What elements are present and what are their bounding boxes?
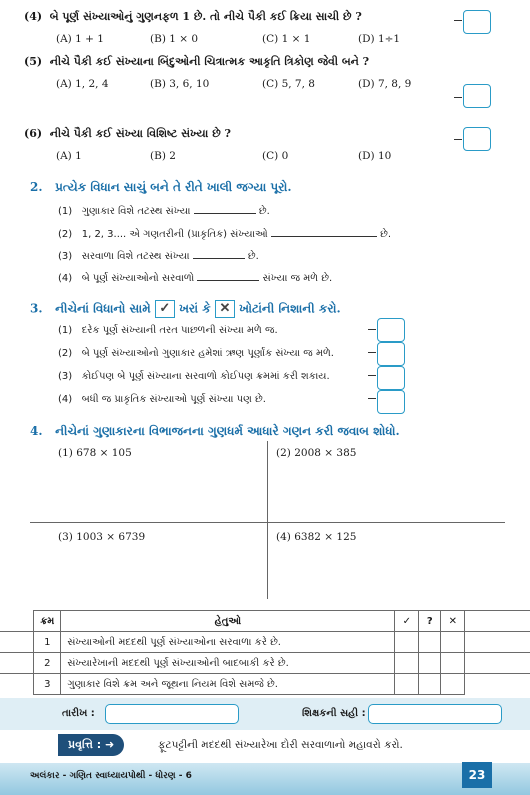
answer-box-tf2[interactable]: [377, 342, 405, 366]
answer-box-tf3[interactable]: [377, 366, 405, 390]
answer-box-q5[interactable]: [463, 84, 491, 108]
fill-blank-2: [58, 229, 391, 240]
option-a: (A) 1: [56, 150, 82, 162]
item-number: (4): [58, 394, 73, 405]
blank-line[interactable]: [193, 258, 245, 259]
cross-icon: ✕: [441, 611, 465, 632]
option-d: (D) 1÷1: [358, 33, 401, 45]
problem-4: (4) 6382 × 125: [276, 531, 357, 543]
answer-box-q4[interactable]: [463, 10, 491, 34]
table-spacer: [0, 653, 34, 674]
arrow-right-icon: ➜: [104, 738, 115, 751]
item-number: (4): [58, 273, 73, 284]
table-row: [0, 674, 530, 695]
activity-label-text: પ્રવૃત્તિ :: [68, 738, 102, 751]
row-number: 3: [34, 674, 61, 695]
option-b: (B) 3, 6, 10: [150, 78, 210, 90]
row-number: 1: [34, 632, 61, 653]
item-number: (2): [58, 348, 73, 359]
section-heading: પ્રત્યેક વિધાન સાચું બને તે રીતે ખાલી જગ્યા પૂરો.: [55, 180, 292, 194]
item-text: ગુણાકાર વિશે તટસ્થ સંખ્યા: [81, 206, 191, 217]
book-title: અલંકાર - ગણિત સ્વાધ્યાયપોથી - ધોરણ - 6: [30, 771, 192, 781]
section-4-title: [30, 424, 400, 439]
teacher-sign-field[interactable]: [368, 704, 502, 724]
answer-dash: [368, 352, 376, 353]
table-spacer: [465, 674, 530, 695]
table-spacer: [465, 632, 530, 653]
item-number: (1): [58, 206, 73, 217]
answer-box-tf1[interactable]: [377, 318, 405, 342]
section-2-title: [30, 180, 292, 195]
table-spacer: [465, 653, 530, 674]
table-header-row: [0, 611, 530, 632]
problem-1: (1) 678 × 105: [58, 447, 132, 459]
option-d: (D) 10: [358, 150, 392, 162]
check-icon: ✓: [155, 300, 175, 318]
table-spacer: [0, 632, 34, 653]
true-false-3: [58, 371, 330, 382]
option-c: (C) 0: [262, 150, 289, 162]
section-heading: નીચેનાં વિધાનો સામે: [55, 301, 151, 316]
question-text: નીચે પૈકી કઈ સંખ્યા વિશિષ્ટ સંખ્યા છે ?: [49, 127, 231, 140]
row-number: 2: [34, 653, 61, 674]
mcq-6: [24, 127, 231, 141]
question-icon: ?: [419, 611, 441, 632]
answer-dash: [368, 329, 376, 330]
question-number: (4): [24, 10, 43, 23]
table-spacer: [0, 674, 34, 695]
item-text: છે.: [258, 206, 270, 217]
section-number: 4.: [30, 424, 43, 438]
table-spacer: [465, 611, 530, 632]
table-row: [0, 632, 530, 653]
true-false-2: [58, 348, 334, 359]
check-cell[interactable]: [395, 674, 419, 695]
item-text: સંખ્યા જ મળે છે.: [262, 273, 333, 284]
item-text: બધી જ પ્રાકૃતિક સંખ્યાઓ પૂર્ણ સંખ્યા પણ છે.: [81, 394, 266, 405]
section-3-title: [30, 300, 341, 318]
blank-line[interactable]: [194, 213, 256, 214]
activity-label: [58, 734, 124, 756]
item-text: છે.: [247, 251, 259, 262]
row-goal: ગુણાકાર વિશે ક્રમ અને જૂથના નિયમ વિશે સમજે છે.: [61, 674, 395, 695]
answer-dash: [454, 20, 462, 21]
answer-dash: [454, 139, 462, 140]
fill-blank-1: [58, 206, 270, 217]
item-number: (3): [58, 371, 73, 382]
option-a: (A) 1, 2, 4: [56, 78, 109, 90]
objectives-table: [0, 610, 530, 695]
item-number: (3): [58, 251, 73, 262]
date-field[interactable]: [105, 704, 239, 724]
section-heading: ખોટાંની નિશાની કરો.: [239, 301, 341, 316]
date-label: તારીખ :: [62, 708, 95, 719]
cross-icon: ✕: [215, 300, 235, 318]
option-c: (C) 5, 7, 8: [262, 78, 315, 90]
answer-box-q6[interactable]: [463, 127, 491, 151]
item-text: દરેક પૂર્ણ સંખ્યાની તરત પાછળની સંખ્યા મળે જ.: [81, 325, 278, 336]
section-number: 2.: [30, 180, 43, 194]
section-number: 3.: [30, 301, 43, 316]
mcq-5: [24, 55, 369, 69]
answer-dash: [368, 375, 376, 376]
answer-dash: [454, 97, 462, 98]
answer-dash: [368, 398, 376, 399]
item-text: સરવાળા વિશે તટસ્થ સંખ્યા: [81, 251, 190, 262]
mcq-4: [24, 10, 362, 24]
section-heading: ખરાં કે: [179, 301, 211, 316]
check-cell[interactable]: [395, 653, 419, 674]
table-row: [0, 653, 530, 674]
activity-text: ફૂટપટ્ટીની મદદથી સંખ્યારેખા દોરી સરવાળાનો મહાવરો કરો.: [158, 739, 403, 751]
grid-divider-horizontal: [30, 522, 505, 523]
row-goal: સંખ્યારેખાની મદદથી પૂર્ણ સંખ્યાઓની બાદબાકી કરે છે.: [61, 653, 395, 674]
item-text: કોઈપણ બે પૂર્ણ સંખ્યાના સરવાળો કોઈપણ ક્રમમાં કરી શકાય.: [81, 371, 330, 382]
grid-divider-vertical: [267, 441, 268, 599]
section-heading: નીચેનાં ગુણાકારના વિભાજનના ગુણધર્મ આધારે ગણન કરી જવાબ શોધો.: [55, 424, 400, 438]
blank-line[interactable]: [271, 236, 377, 237]
item-text: છે.: [380, 229, 392, 240]
column-header-serial: ક્રમ: [34, 611, 61, 632]
item-number: (2): [58, 229, 73, 240]
question-number: (5): [24, 55, 43, 68]
fill-blank-4: [58, 273, 332, 284]
question-text: નીચે પૈકી કઈ સંખ્યાના બિંદુઓની ચિત્રાત્મક આકૃતિ ત્રિકોણ જેવી બને ?: [49, 55, 370, 68]
column-header-goals: હેતુઓ: [61, 611, 395, 632]
option-d: (D) 7, 8, 9: [358, 78, 412, 90]
option-b: (B) 1 × 0: [150, 33, 199, 45]
item-text: બે પૂર્ણ સંખ્યાઓનો સરવાળો: [81, 273, 195, 284]
question-cell[interactable]: [419, 632, 441, 653]
teacher-sign-label: શિક્ષકની સહી :: [302, 708, 366, 719]
row-goal: સંખ્યાઓની મદદથી પૂર્ણ સંખ્યાઓના સરવાળા કરે છે.: [61, 632, 395, 653]
item-number: (1): [58, 325, 73, 336]
check-icon: ✓: [395, 611, 419, 632]
cross-cell[interactable]: [441, 632, 465, 653]
true-false-1: [58, 325, 278, 336]
problem-2: (2) 2008 × 385: [276, 447, 357, 459]
page-number: 23: [462, 762, 492, 788]
fill-blank-3: [58, 251, 259, 262]
check-cell[interactable]: [395, 632, 419, 653]
question-cell[interactable]: [419, 653, 441, 674]
blank-line[interactable]: [197, 280, 259, 281]
cross-cell[interactable]: [441, 653, 465, 674]
true-false-4: [58, 394, 266, 405]
option-c: (C) 1 × 1: [262, 33, 311, 45]
option-a: (A) 1 + 1: [56, 33, 104, 45]
table-spacer: [0, 611, 34, 632]
question-cell[interactable]: [419, 674, 441, 695]
item-text: બે પૂર્ણ સંખ્યાઓનો ગુણાકાર હમેશાં ઋણ પૂર્ણાંક સંખ્યા જ મળે.: [81, 348, 334, 359]
item-text: 1, 2, 3.... એ ગણતરીની (પ્રાકૃતિક) સંખ્યાઓ: [81, 229, 268, 240]
answer-box-tf4[interactable]: [377, 390, 405, 414]
question-text: બે પૂર્ણ સંખ્યાઓનું ગુણનફળ 1 છે. તો નીચે પૈકી કઈ ક્રિયા સાચી છે ?: [49, 10, 362, 23]
question-number: (6): [24, 127, 43, 140]
problem-3: (3) 1003 × 6739: [58, 531, 146, 543]
cross-cell[interactable]: [441, 674, 465, 695]
option-b: (B) 2: [150, 150, 176, 162]
